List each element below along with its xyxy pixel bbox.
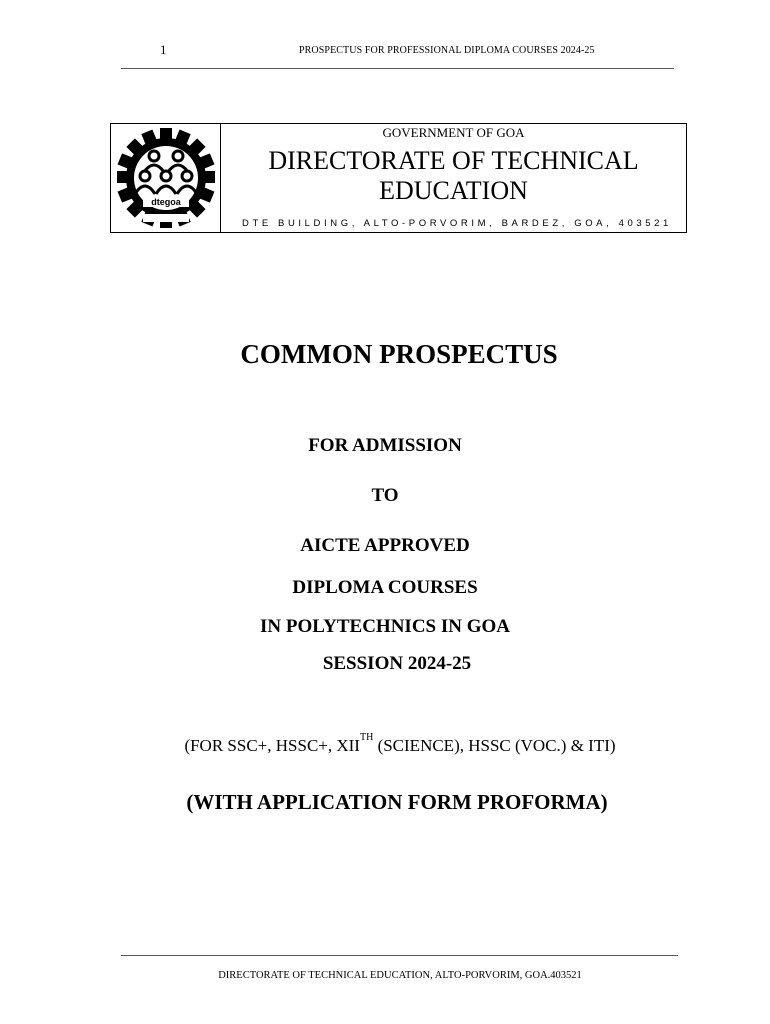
logo-text: dtegoa: [151, 197, 181, 207]
to-line: TO: [371, 485, 399, 506]
running-header: PROSPECTUS FOR PROFESSIONAL DIPLOMA COURSES 2024-25: [299, 45, 595, 56]
diploma-line: DIPLOMA COURSES: [292, 577, 478, 598]
directorate-title-line2: EDUCATION: [379, 176, 528, 205]
page-number: 1: [160, 42, 167, 57]
logo-cell: [111, 124, 221, 232]
eligibility-pre: (FOR SSC+, HSSC+, XII: [184, 736, 360, 755]
eligibility-post: (SCIENCE), HSSC (VOC.) & ITI): [373, 736, 616, 755]
directorate-title-line1: DIRECTORATE OF TECHNICAL: [268, 146, 639, 175]
directorate-title: [221, 146, 686, 206]
session-line: SESSION 2024-25: [322, 653, 472, 674]
polytechnics-line: IN POLYTECHNICS IN GOA: [259, 616, 511, 637]
dte-logo-icon: [115, 126, 217, 230]
main-title: COMMON PROSPECTUS: [240, 339, 558, 369]
for-admission: FOR ADMISSION: [308, 435, 462, 456]
footer-rule: [121, 955, 678, 956]
aicte-line: AICTE APPROVED: [300, 535, 470, 556]
address-line: DTE BUILDING, ALTO-PORVORIM, BARDEZ, GOA, 403521: [242, 218, 672, 229]
org-box: [110, 123, 687, 233]
government-line: GOVERNMENT OF GOA: [382, 125, 525, 140]
header-rule: [121, 68, 674, 69]
eligibility-line: [0, 732, 770, 756]
eligibility-sup: TH: [359, 732, 374, 743]
footer-text: DIRECTORATE OF TECHNICAL EDUCATION, ALTO-PORVORIM, GOA.403521: [218, 970, 582, 981]
with-application-form: (WITH APPLICATION FORM PROFORMA): [186, 790, 608, 814]
